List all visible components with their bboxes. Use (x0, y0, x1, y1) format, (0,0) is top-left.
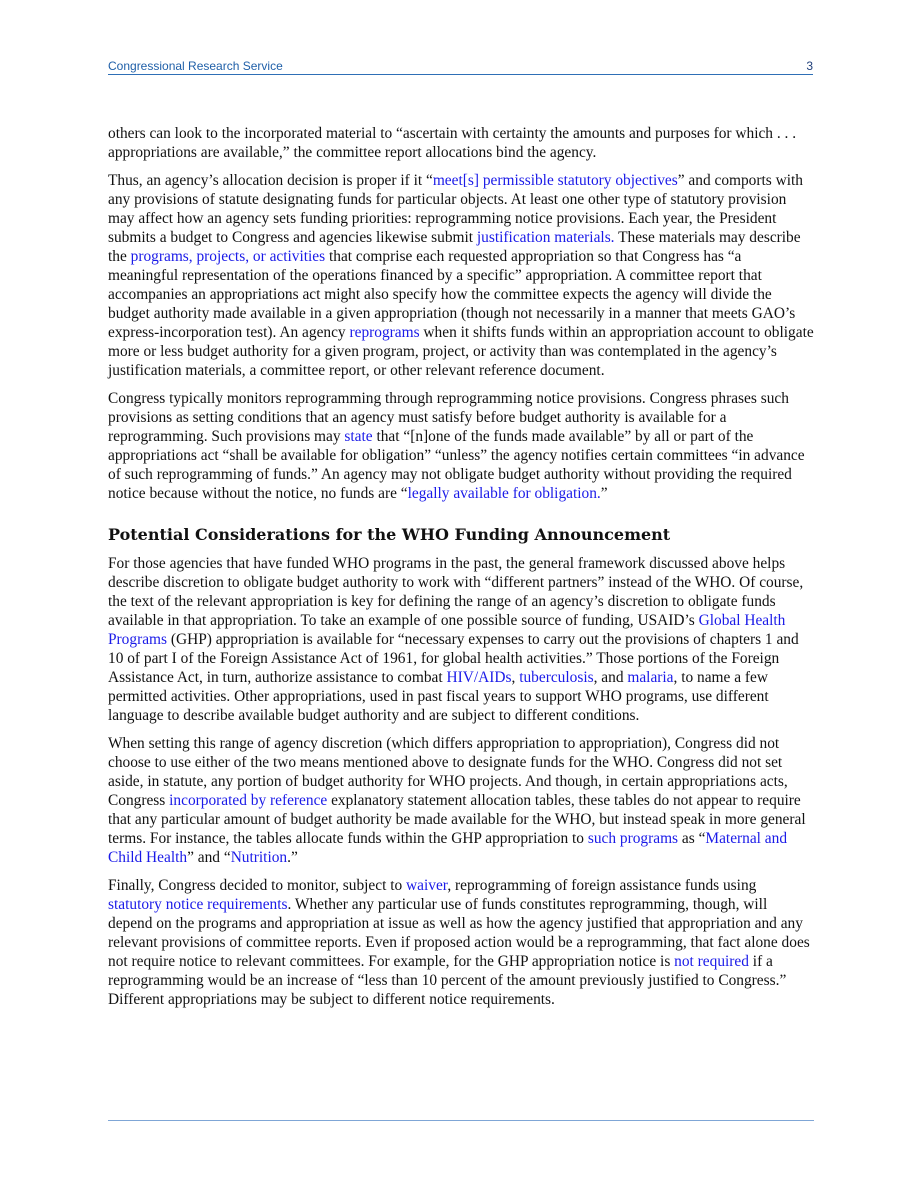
link-statutory-notice-requirements[interactable]: statutory notice requirements (108, 896, 288, 913)
paragraph-1: others can look to the incorporated material to “ascertain with certainty the amounts and purposes for which . . . appropriations are available,” the committee report allocations bind the agency. (108, 125, 797, 161)
link-waiver[interactable]: waiver (406, 877, 448, 894)
paragraph-6: Finally, Congress decided to monitor, subject to waiver, reprogramming of foreign assistance funds using statutory notice requirements. Whether any particular use of funds constitutes reprogramming, though, will depend on the programs and appropriation at issue as well as how the agency justified that appropriation and any relevant provisions of committee reports. Even if proposed action would be a reprogramming, that fact alone does not require notice to relevant committees. For example, for the GHP appropriation notice is not required if a reprogramming would be an increase of “less than 10 percent of the amount previously justified to Congress.” Different appropriations may be subject to different notice requirements. (108, 877, 810, 1008)
link-state[interactable]: state (344, 428, 373, 445)
paragraph-5: When setting this range of agency discretion (which differs appropriation to appropriation), Congress did not choose to use either of the two means mentioned above to designate funds for the WHO. Congress did not set aside, in statute, any portion of budget authority for WHO projects. And though, in certain appropriations acts, Congress incorporated by reference explanatory statement allocation tables, these tables do not appear to require that any particular amount of budget authority be made available for the WHO, but instead speak in more general terms. For instance, the tables allocate funds within the GHP appropriation to such programs as “Maternal and Child Health” and “Nutrition.” (108, 735, 806, 866)
paragraph-4: For those agencies that have funded WHO programs in the past, the general framework discussed above helps describe discretion to obligate budget authority to work with “different partners” instead of the WHO. Of course, the text of the relevant appropriation is key for defining the range of an agency’s discretion to obligate funds available in that appropriation. To take an example of one possible source of funding, USAID’s Global Health Programs (GHP) appropriation is available for “necessary expenses to carry out the provisions of chapters 1 and 10 of part I of the Foreign Assistance Act of 1961, for global health activities.” Those portions of the Foreign Assistance Act, in turn, authorize assistance to combat HIV/AIDs, tuberculosis, and malaria, to name a few permitted activities. Other appropriations, used in past fiscal years to support WHO programs, use different language to describe available budget authority and are subject to different conditions. (108, 555, 804, 724)
link-justification-materials[interactable]: justification materials. (476, 229, 615, 246)
link-global-health-programs[interactable]: Global Health Programs (108, 612, 786, 648)
link-incorporated-by-reference[interactable]: incorporated by reference (169, 792, 328, 809)
paragraph-3: Congress typically monitors reprogramming through reprogramming notice provisions. Congress phrases such provisions as setting conditions that an agency must satisfy before budget authority is available for a reprogramming. Such provisions may state that “[n]one of the funds made available” by all or part of the appropriations act “shall be available for obligation” “unless” the agency notifies certain committees “in advance of such reprogramming of funds.” An agency may not obligate budget authority without providing the required notice because without the notice, no funds are “legally available for obligation.” (108, 390, 805, 502)
link-hiv-aids[interactable]: HIV/AIDs (446, 669, 512, 686)
document-body (108, 124, 814, 1018)
link-permissible-statutory-objectives[interactable]: meet[s] permissible statutory objectives (432, 172, 678, 189)
link-programs-projects-activities[interactable]: programs, projects, or activities (130, 248, 326, 265)
paragraph-2: Thus, an agency’s allocation decision is proper if it “meet[s] permissible statutory objectives” and comports with any provisions of statute designating funds for particular objects. At least one other type of statutory provision may affect how an agency sets funding priorities: reprogramming notice provisions. Each year, the President submits a budget to Congress and agencies likewise submit justification materials. These materials may describe the programs, projects, or activities that comprise each requested appropriation so that Congress has “a meaningful representation of the operations financed by a specific” appropriation. A committee report that accompanies an appropriations act might also specify how the committee expects the agency will divide the budget authority made available in a given appropriation (though not necessarily in a manner that meets GAO’s express-incorporation test). An agency reprograms when it shifts funds within an appropriation account to obligate more or less budget authority for a given program, project, or activity than was contemplated in the agency’s justification materials, a committee report, or other relevant reference document. (108, 172, 814, 379)
link-such-programs[interactable]: such programs (587, 830, 679, 847)
link-not-required[interactable]: not required (674, 953, 749, 970)
link-tuberculosis[interactable]: tuberculosis (519, 669, 594, 686)
link-maternal-child-health[interactable]: Maternal and Child Health (108, 830, 788, 866)
header-organization: Congressional Research Service (108, 59, 283, 73)
page-header (108, 57, 813, 75)
page-number: 3 (806, 59, 813, 73)
link-nutrition[interactable]: Nutrition (230, 849, 288, 866)
section-heading: Potential Considerations for the WHO Funding Announcement (108, 525, 671, 544)
link-legally-available[interactable]: legally available for obligation. (407, 485, 601, 502)
link-reprograms[interactable]: reprograms (349, 324, 420, 341)
link-malaria[interactable]: malaria (627, 669, 674, 686)
footer-divider (108, 1120, 814, 1121)
